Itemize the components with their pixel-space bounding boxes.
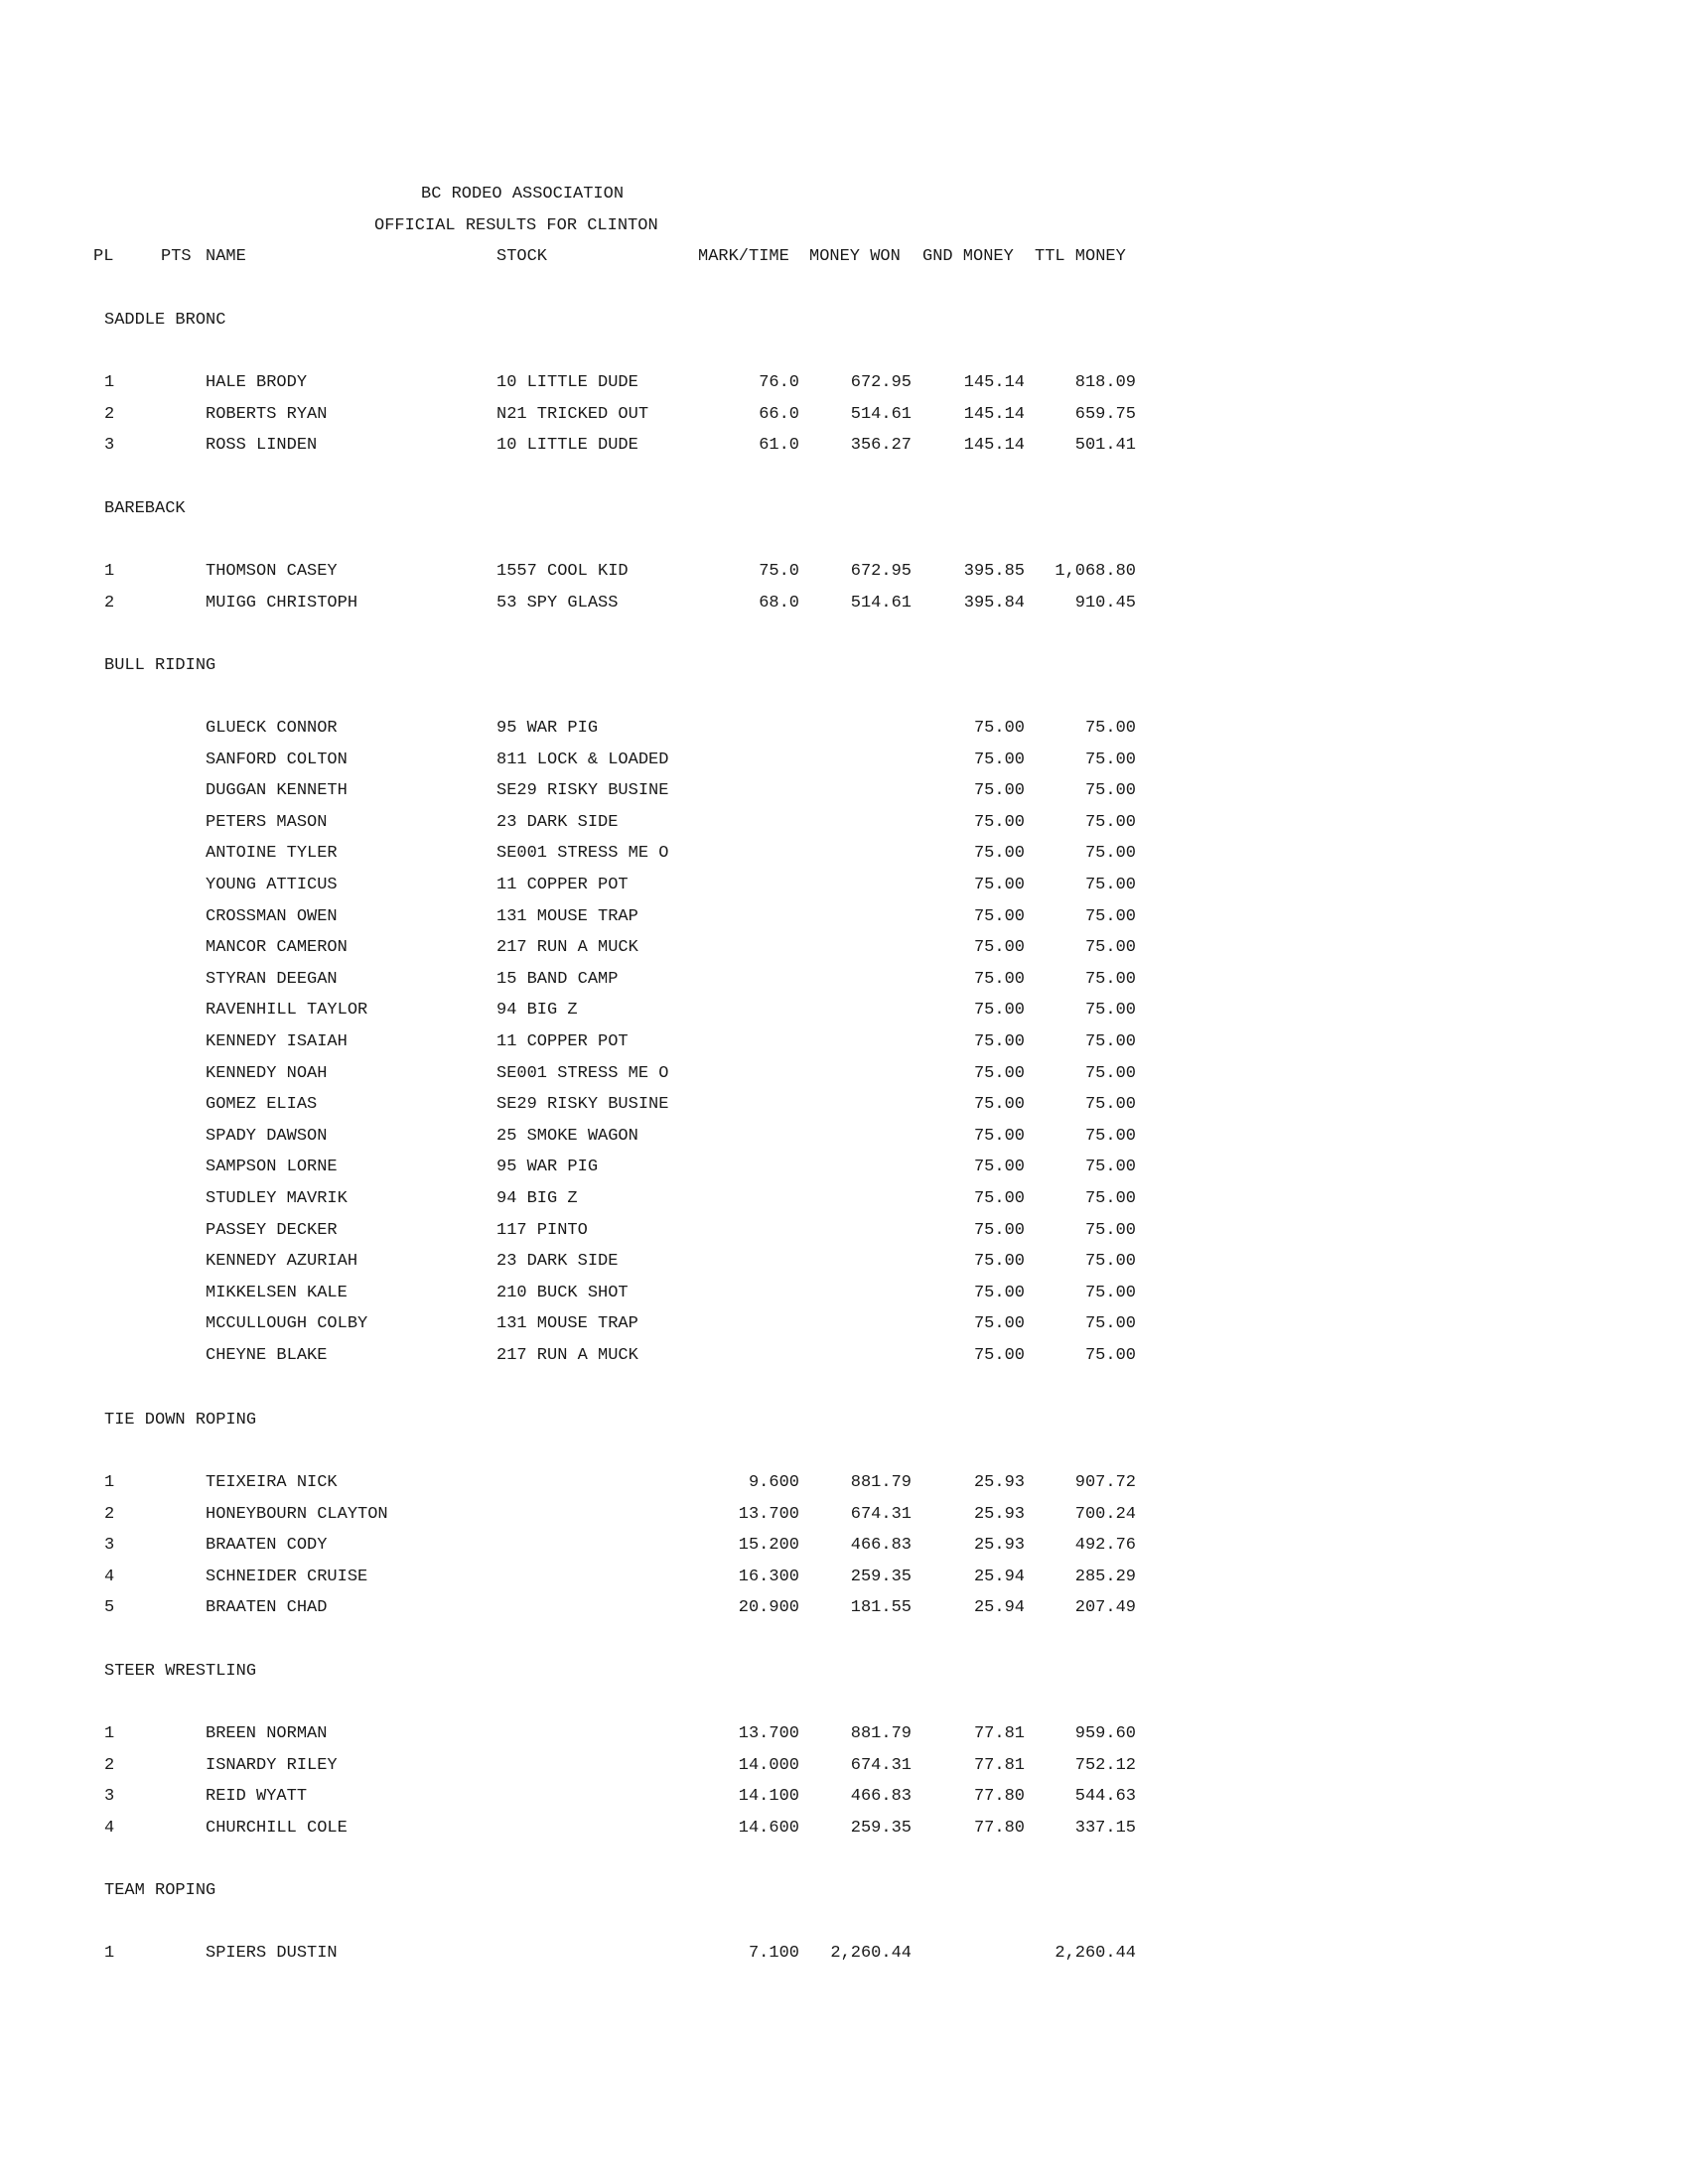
total-money-cell: 75.00 bbox=[1084, 750, 1136, 769]
stock-cell: SE29 RISKY BUSINE bbox=[496, 781, 669, 801]
ground-money-cell: 25.94 bbox=[973, 1598, 1025, 1618]
stock-cell: 10 LITTLE DUDE bbox=[496, 436, 638, 456]
total-money-cell: 75.00 bbox=[1084, 1158, 1136, 1177]
stock-cell: 94 BIG Z bbox=[496, 1001, 578, 1021]
money-won-cell: 2,260.44 bbox=[830, 1944, 912, 1963]
event-title: TEAM ROPING bbox=[104, 1881, 216, 1900]
contestant-name-cell: REID WYATT bbox=[206, 1787, 308, 1807]
stock-cell: SE29 RISKY BUSINE bbox=[496, 1095, 669, 1115]
stock-cell: 94 BIG Z bbox=[496, 1189, 578, 1208]
money-won-cell: 514.61 bbox=[850, 404, 912, 424]
event-title: BULL RIDING bbox=[104, 656, 216, 675]
stock-cell: 11 COPPER POT bbox=[496, 1032, 629, 1051]
place-cell: 1 bbox=[104, 1473, 115, 1492]
total-money-cell: 700.24 bbox=[1074, 1504, 1136, 1524]
total-money-cell: 75.00 bbox=[1084, 719, 1136, 738]
place-cell: 5 bbox=[104, 1598, 115, 1618]
place-cell: 1 bbox=[104, 562, 115, 581]
contestant-name-cell: BREEN NORMAN bbox=[206, 1724, 328, 1743]
ground-money-cell: 395.84 bbox=[963, 593, 1025, 613]
ground-money-cell: 75.00 bbox=[973, 1252, 1025, 1272]
contestant-name-cell: KENNEDY AZURIAH bbox=[206, 1252, 358, 1272]
money-won-cell: 674.31 bbox=[850, 1504, 912, 1524]
place-cell: 2 bbox=[104, 404, 115, 424]
contestant-name-cell: RAVENHILL TAYLOR bbox=[206, 1001, 368, 1021]
ground-money-cell: 145.14 bbox=[963, 404, 1025, 424]
total-money-cell: 75.00 bbox=[1084, 1252, 1136, 1272]
total-money-cell: 75.00 bbox=[1084, 1063, 1136, 1083]
mark-time-cell: 15.200 bbox=[738, 1536, 799, 1556]
ground-money-cell: 25.94 bbox=[973, 1567, 1025, 1586]
ground-money-cell: 75.00 bbox=[973, 1158, 1025, 1177]
contestant-name-cell: ROBERTS RYAN bbox=[206, 404, 328, 424]
contestant-name-cell: MCCULLOUGH COLBY bbox=[206, 1314, 368, 1334]
money-won-cell: 672.95 bbox=[850, 562, 912, 581]
total-money-cell: 337.15 bbox=[1074, 1818, 1136, 1838]
ground-money-cell: 75.00 bbox=[973, 876, 1025, 894]
total-money-cell: 285.29 bbox=[1074, 1567, 1136, 1586]
mark-time-cell: 75.0 bbox=[759, 562, 799, 581]
ground-money-cell: 75.00 bbox=[973, 1189, 1025, 1208]
ground-money-cell: 75.00 bbox=[973, 1032, 1025, 1051]
money-won-cell: 674.31 bbox=[850, 1755, 912, 1775]
col-header-mark-time: MARK/TIME bbox=[698, 247, 789, 266]
ground-money-cell: 75.00 bbox=[973, 1126, 1025, 1146]
total-money-cell: 959.60 bbox=[1074, 1724, 1136, 1743]
stock-cell: 23 DARK SIDE bbox=[496, 812, 619, 832]
contestant-name-cell: PETERS MASON bbox=[206, 812, 328, 832]
total-money-cell: 752.12 bbox=[1074, 1755, 1136, 1775]
place-cell: 1 bbox=[104, 1724, 115, 1743]
total-money-cell: 818.09 bbox=[1074, 373, 1136, 392]
total-money-cell: 659.75 bbox=[1074, 404, 1136, 424]
place-cell: 1 bbox=[104, 373, 115, 392]
stock-cell: 95 WAR PIG bbox=[496, 719, 599, 738]
report-subtitle: OFFICIAL RESULTS FOR CLINTON bbox=[374, 216, 658, 235]
contestant-name-cell: CHURCHILL COLE bbox=[206, 1818, 348, 1838]
contestant-name-cell: SPIERS DUSTIN bbox=[206, 1944, 338, 1963]
mark-time-cell: 61.0 bbox=[759, 436, 799, 456]
total-money-cell: 75.00 bbox=[1084, 1032, 1136, 1051]
total-money-cell: 75.00 bbox=[1084, 844, 1136, 864]
ground-money-cell: 145.14 bbox=[963, 373, 1025, 392]
contestant-name-cell: CHEYNE BLAKE bbox=[206, 1346, 328, 1365]
stock-cell: 10 LITTLE DUDE bbox=[496, 373, 638, 392]
stock-cell: 117 PINTO bbox=[496, 1220, 588, 1240]
contestant-name-cell: STUDLEY MAVRIK bbox=[206, 1189, 348, 1208]
ground-money-cell: 25.93 bbox=[973, 1504, 1025, 1524]
money-won-cell: 259.35 bbox=[850, 1818, 912, 1838]
contestant-name-cell: HALE BRODY bbox=[206, 373, 308, 392]
total-money-cell: 544.63 bbox=[1074, 1787, 1136, 1807]
money-won-cell: 672.95 bbox=[850, 373, 912, 392]
total-money-cell: 907.72 bbox=[1074, 1473, 1136, 1492]
ground-money-cell: 75.00 bbox=[973, 844, 1025, 864]
stock-cell: 210 BUCK SHOT bbox=[496, 1283, 629, 1302]
ground-money-cell: 77.80 bbox=[973, 1787, 1025, 1807]
place-cell: 2 bbox=[104, 1755, 115, 1775]
place-cell: 3 bbox=[104, 1787, 115, 1807]
ground-money-cell: 75.00 bbox=[973, 1095, 1025, 1115]
total-money-cell: 75.00 bbox=[1084, 876, 1136, 894]
stock-cell: 1557 COOL KID bbox=[496, 562, 629, 581]
contestant-name-cell: GLUECK CONNOR bbox=[206, 719, 338, 738]
ground-money-cell: 75.00 bbox=[973, 1283, 1025, 1302]
col-header-gnd-money: GND MONEY bbox=[922, 247, 1014, 266]
total-money-cell: 501.41 bbox=[1074, 436, 1136, 456]
total-money-cell: 75.00 bbox=[1084, 1283, 1136, 1302]
mark-time-cell: 68.0 bbox=[759, 593, 799, 613]
stock-cell: 95 WAR PIG bbox=[496, 1158, 599, 1177]
event-title: BAREBACK bbox=[104, 499, 186, 518]
stock-cell: SE001 STRESS ME O bbox=[496, 844, 669, 864]
col-header-pl: PL bbox=[93, 247, 114, 266]
col-header-stock: STOCK bbox=[496, 247, 548, 266]
ground-money-cell: 77.81 bbox=[973, 1755, 1025, 1775]
ground-money-cell: 145.14 bbox=[963, 436, 1025, 456]
contestant-name-cell: MANCOR CAMERON bbox=[206, 938, 348, 958]
total-money-cell: 75.00 bbox=[1084, 938, 1136, 958]
contestant-name-cell: SPADY DAWSON bbox=[206, 1126, 328, 1146]
place-cell: 1 bbox=[104, 1944, 115, 1963]
total-money-cell: 910.45 bbox=[1074, 593, 1136, 613]
col-header-ttl-money: TTL MONEY bbox=[1035, 247, 1126, 266]
contestant-name-cell: ISNARDY RILEY bbox=[206, 1755, 338, 1775]
mark-time-cell: 14.100 bbox=[738, 1787, 799, 1807]
contestant-name-cell: ROSS LINDEN bbox=[206, 436, 318, 456]
event-title: TIE DOWN ROPING bbox=[104, 1411, 257, 1430]
contestant-name-cell: SAMPSON LORNE bbox=[206, 1158, 338, 1177]
place-cell: 3 bbox=[104, 436, 115, 456]
stock-cell: 11 COPPER POT bbox=[496, 876, 629, 894]
place-cell: 4 bbox=[104, 1818, 115, 1838]
contestant-name-cell: THOMSON CASEY bbox=[206, 562, 338, 581]
money-won-cell: 514.61 bbox=[850, 593, 912, 613]
stock-cell: 53 SPY GLASS bbox=[496, 593, 619, 613]
contestant-name-cell: YOUNG ATTICUS bbox=[206, 876, 338, 894]
total-money-cell: 1,068.80 bbox=[1055, 562, 1136, 581]
stock-cell: 217 RUN A MUCK bbox=[496, 938, 638, 958]
total-money-cell: 75.00 bbox=[1084, 1126, 1136, 1146]
stock-cell: N21 TRICKED OUT bbox=[496, 404, 649, 424]
mark-time-cell: 13.700 bbox=[738, 1504, 799, 1524]
contestant-name-cell: KENNEDY ISAIAH bbox=[206, 1032, 348, 1051]
ground-money-cell: 395.85 bbox=[963, 562, 1025, 581]
event-title: STEER WRESTLING bbox=[104, 1662, 257, 1681]
mark-time-cell: 20.900 bbox=[738, 1598, 799, 1618]
money-won-cell: 466.83 bbox=[850, 1787, 912, 1807]
total-money-cell: 75.00 bbox=[1084, 906, 1136, 926]
money-won-cell: 881.79 bbox=[850, 1724, 912, 1743]
stock-cell: 23 DARK SIDE bbox=[496, 1252, 619, 1272]
money-won-cell: 181.55 bbox=[850, 1598, 912, 1618]
ground-money-cell: 25.93 bbox=[973, 1536, 1025, 1556]
money-won-cell: 881.79 bbox=[850, 1473, 912, 1492]
mark-time-cell: 66.0 bbox=[759, 404, 799, 424]
col-header-money-won: MONEY WON bbox=[809, 247, 901, 266]
ground-money-cell: 75.00 bbox=[973, 812, 1025, 832]
contestant-name-cell: BRAATEN CHAD bbox=[206, 1598, 328, 1618]
ground-money-cell: 75.00 bbox=[973, 1346, 1025, 1365]
ground-money-cell: 25.93 bbox=[973, 1473, 1025, 1492]
ground-money-cell: 75.00 bbox=[973, 1314, 1025, 1334]
ground-money-cell: 77.80 bbox=[973, 1818, 1025, 1838]
total-money-cell: 75.00 bbox=[1084, 781, 1136, 801]
stock-cell: 25 SMOKE WAGON bbox=[496, 1126, 638, 1146]
col-header-name: NAME bbox=[206, 247, 246, 266]
ground-money-cell: 75.00 bbox=[973, 938, 1025, 958]
total-money-cell: 75.00 bbox=[1084, 1220, 1136, 1240]
mark-time-cell: 16.300 bbox=[738, 1567, 799, 1586]
contestant-name-cell: HONEYBOURN CLAYTON bbox=[206, 1504, 388, 1524]
contestant-name-cell: SANFORD COLTON bbox=[206, 750, 348, 769]
stock-cell: 131 MOUSE TRAP bbox=[496, 906, 638, 926]
ground-money-cell: 75.00 bbox=[973, 719, 1025, 738]
money-won-cell: 259.35 bbox=[850, 1567, 912, 1586]
contestant-name-cell: PASSEY DECKER bbox=[206, 1220, 338, 1240]
contestant-name-cell: BRAATEN CODY bbox=[206, 1536, 328, 1556]
mark-time-cell: 7.100 bbox=[748, 1944, 799, 1963]
contestant-name-cell: SCHNEIDER CRUISE bbox=[206, 1567, 368, 1586]
total-money-cell: 75.00 bbox=[1084, 1346, 1136, 1365]
place-cell: 2 bbox=[104, 593, 115, 613]
ground-money-cell: 75.00 bbox=[973, 969, 1025, 989]
contestant-name-cell: DUGGAN KENNETH bbox=[206, 781, 348, 801]
contestant-name-cell: KENNEDY NOAH bbox=[206, 1063, 328, 1083]
ground-money-cell: 77.81 bbox=[973, 1724, 1025, 1743]
total-money-cell: 75.00 bbox=[1084, 1001, 1136, 1021]
stock-cell: 217 RUN A MUCK bbox=[496, 1346, 638, 1365]
place-cell: 2 bbox=[104, 1504, 115, 1524]
stock-cell: 131 MOUSE TRAP bbox=[496, 1314, 638, 1334]
place-cell: 4 bbox=[104, 1567, 115, 1586]
ground-money-cell: 75.00 bbox=[973, 1220, 1025, 1240]
org-title: BC RODEO ASSOCIATION bbox=[421, 185, 625, 204]
ground-money-cell: 75.00 bbox=[973, 1001, 1025, 1021]
mark-time-cell: 76.0 bbox=[759, 373, 799, 392]
total-money-cell: 75.00 bbox=[1084, 1189, 1136, 1208]
total-money-cell: 75.00 bbox=[1084, 1314, 1136, 1334]
stock-cell: 811 LOCK & LOADED bbox=[496, 750, 669, 769]
money-won-cell: 466.83 bbox=[850, 1536, 912, 1556]
mark-time-cell: 14.000 bbox=[738, 1755, 799, 1775]
total-money-cell: 492.76 bbox=[1074, 1536, 1136, 1556]
total-money-cell: 75.00 bbox=[1084, 969, 1136, 989]
place-cell: 3 bbox=[104, 1536, 115, 1556]
ground-money-cell: 75.00 bbox=[973, 906, 1025, 926]
ground-money-cell: 75.00 bbox=[973, 750, 1025, 769]
ground-money-cell: 75.00 bbox=[973, 781, 1025, 801]
total-money-cell: 75.00 bbox=[1084, 1095, 1136, 1115]
mark-time-cell: 14.600 bbox=[738, 1818, 799, 1838]
col-header-pts: PTS bbox=[161, 247, 192, 266]
contestant-name-cell: MUIGG CHRISTOPH bbox=[206, 593, 358, 613]
contestant-name-cell: STYRAN DEEGAN bbox=[206, 969, 338, 989]
event-title: SADDLE BRONC bbox=[104, 311, 226, 330]
contestant-name-cell: CROSSMAN OWEN bbox=[206, 906, 338, 926]
total-money-cell: 75.00 bbox=[1084, 812, 1136, 832]
stock-cell: SE001 STRESS ME O bbox=[496, 1063, 669, 1083]
mark-time-cell: 9.600 bbox=[748, 1473, 799, 1492]
mark-time-cell: 13.700 bbox=[738, 1724, 799, 1743]
contestant-name-cell: ANTOINE TYLER bbox=[206, 844, 338, 864]
contestant-name-cell: TEIXEIRA NICK bbox=[206, 1473, 338, 1492]
contestant-name-cell: GOMEZ ELIAS bbox=[206, 1095, 318, 1115]
total-money-cell: 207.49 bbox=[1074, 1598, 1136, 1618]
ground-money-cell: 75.00 bbox=[973, 1063, 1025, 1083]
total-money-cell: 2,260.44 bbox=[1055, 1944, 1136, 1963]
money-won-cell: 356.27 bbox=[850, 436, 912, 456]
stock-cell: 15 BAND CAMP bbox=[496, 969, 619, 989]
contestant-name-cell: MIKKELSEN KALE bbox=[206, 1283, 348, 1302]
